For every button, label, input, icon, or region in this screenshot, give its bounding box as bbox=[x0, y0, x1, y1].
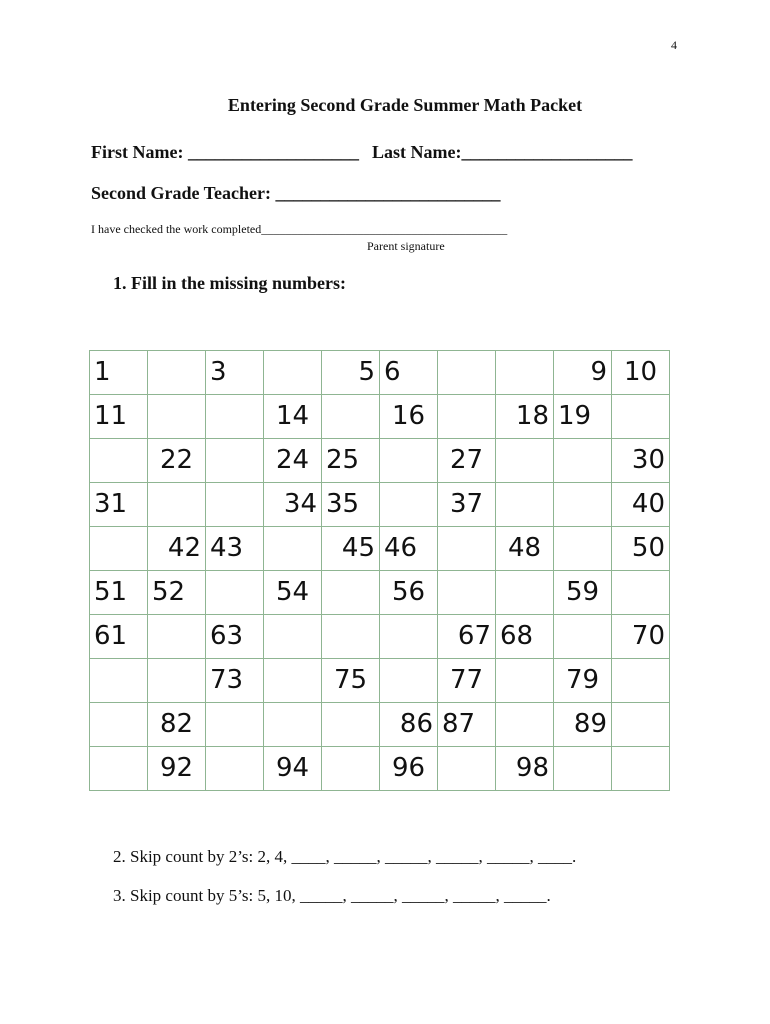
grid-cell-number: 98 bbox=[515, 753, 549, 783]
grid-cell-number: 6 bbox=[384, 357, 401, 387]
grid-cell-number: 68 bbox=[500, 621, 534, 651]
grid-cell bbox=[148, 527, 206, 571]
grid-cell bbox=[496, 747, 554, 791]
grid-row bbox=[90, 395, 670, 439]
grid-cell bbox=[264, 571, 322, 615]
grid-cell-blank[interactable] bbox=[380, 483, 438, 527]
grid-cell bbox=[148, 439, 206, 483]
grid-cell-blank[interactable] bbox=[90, 703, 148, 747]
grid-cell-number: 52 bbox=[152, 577, 186, 607]
grid-cell-number: 3 bbox=[210, 357, 227, 387]
grid-cell-blank[interactable] bbox=[264, 527, 322, 571]
grid-cell bbox=[90, 615, 148, 659]
grid-cell-blank[interactable] bbox=[438, 351, 496, 395]
grid-cell-number: 27 bbox=[449, 445, 484, 475]
grid-cell-number: 37 bbox=[449, 489, 484, 519]
grid-cell bbox=[148, 571, 206, 615]
question-3-text: Skip count by 5’s: 5, 10, _____, _____, _____, _____, _____. bbox=[130, 886, 551, 905]
grid-cell-number: 10 bbox=[623, 357, 658, 387]
question-2-number: 2. bbox=[113, 847, 126, 866]
grid-cell-number: 73 bbox=[210, 665, 244, 695]
grid-cell-blank[interactable] bbox=[264, 659, 322, 703]
grid-cell-blank[interactable] bbox=[380, 439, 438, 483]
grid-cell bbox=[264, 747, 322, 791]
grid-cell-blank[interactable] bbox=[90, 527, 148, 571]
first-name-blank: ___________________ bbox=[187, 142, 359, 162]
last-name-blank: ___________________ bbox=[461, 142, 633, 162]
grid-cell-number: 1 bbox=[94, 357, 111, 387]
grid-cell-blank[interactable] bbox=[496, 571, 554, 615]
grid-cell-blank[interactable] bbox=[206, 747, 264, 791]
grid-cell-blank[interactable] bbox=[554, 615, 612, 659]
grid-cell-number: 67 bbox=[457, 621, 491, 651]
page-title: Entering Second Grade Summer Math Packet bbox=[227, 95, 583, 115]
grid-cell bbox=[554, 571, 612, 615]
name-fields-line bbox=[91, 142, 632, 163]
grid-cell bbox=[322, 439, 380, 483]
grid-cell-blank[interactable] bbox=[264, 703, 322, 747]
grid-cell-number: 34 bbox=[283, 489, 317, 519]
grid-cell-blank[interactable] bbox=[90, 747, 148, 791]
question-3-number: 3. bbox=[113, 886, 126, 905]
parent-signature-label: Parent signature bbox=[367, 239, 445, 253]
grid-cell-number: 51 bbox=[94, 577, 128, 607]
grid-cell-number: 86 bbox=[399, 709, 433, 739]
grid-cell-blank[interactable] bbox=[148, 483, 206, 527]
grid-cell bbox=[612, 351, 670, 395]
grid-cell bbox=[90, 483, 148, 527]
grid-cell-blank[interactable] bbox=[90, 659, 148, 703]
grid-cell-blank[interactable] bbox=[438, 571, 496, 615]
grid-cell-blank[interactable] bbox=[554, 483, 612, 527]
grid-cell bbox=[496, 527, 554, 571]
grid-cell-blank[interactable] bbox=[554, 747, 612, 791]
grid-cell-blank[interactable] bbox=[206, 703, 264, 747]
grid-cell-number: 77 bbox=[449, 665, 484, 695]
grid-cell-number: 14 bbox=[275, 401, 310, 431]
grid-cell-number: 46 bbox=[384, 533, 418, 563]
grid-cell-number: 11 bbox=[94, 401, 128, 431]
grid-cell-number: 18 bbox=[515, 401, 549, 431]
grid-cell-blank[interactable] bbox=[264, 351, 322, 395]
grid-cell-number: 79 bbox=[565, 665, 600, 695]
hundreds-chart-grid bbox=[89, 350, 670, 791]
grid-cell-number: 25 bbox=[326, 445, 360, 475]
grid-cell-number: 92 bbox=[159, 753, 194, 783]
grid-cell bbox=[90, 351, 148, 395]
grid-cell-number: 94 bbox=[275, 753, 310, 783]
grid-cell bbox=[380, 527, 438, 571]
grid-cell-blank[interactable] bbox=[438, 747, 496, 791]
grid-cell-blank[interactable] bbox=[612, 747, 670, 791]
grid-cell-number: 56 bbox=[391, 577, 426, 607]
grid-cell-blank[interactable] bbox=[496, 351, 554, 395]
grid-cell-blank[interactable] bbox=[496, 439, 554, 483]
grid-cell bbox=[612, 483, 670, 527]
grid-cell-blank[interactable] bbox=[206, 483, 264, 527]
grid-cell bbox=[612, 615, 670, 659]
grid-cell-number: 42 bbox=[167, 533, 201, 563]
grid-cell-blank[interactable] bbox=[612, 659, 670, 703]
grid-cell-number: 9 bbox=[590, 357, 607, 387]
grid-cell-number: 96 bbox=[391, 753, 426, 783]
grid-cell-blank[interactable] bbox=[206, 395, 264, 439]
grid-cell-blank[interactable] bbox=[148, 615, 206, 659]
grid-cell bbox=[380, 351, 438, 395]
grid-cell-number: 75 bbox=[333, 665, 368, 695]
grid-cell bbox=[264, 483, 322, 527]
grid-row bbox=[90, 659, 670, 703]
grid-cell-blank[interactable] bbox=[148, 395, 206, 439]
grid-cell bbox=[380, 395, 438, 439]
grid-cell-number: 59 bbox=[565, 577, 600, 607]
grid-cell bbox=[322, 351, 380, 395]
grid-row bbox=[90, 571, 670, 615]
last-name-label: Last Name: bbox=[371, 142, 462, 162]
grid-cell-blank[interactable] bbox=[322, 703, 380, 747]
grid-cell-number: 87 bbox=[442, 709, 476, 739]
grid-cell bbox=[496, 395, 554, 439]
grid-cell bbox=[322, 483, 380, 527]
grid-row bbox=[90, 615, 670, 659]
grid-cell bbox=[554, 351, 612, 395]
question-2-text: Skip count by 2’s: 2, 4, ____, _____, _____, _____, _____, ____. bbox=[130, 847, 577, 866]
parent-check-line bbox=[91, 222, 507, 237]
first-name-label: First Name: bbox=[91, 142, 184, 162]
grid-cell bbox=[206, 527, 264, 571]
grid-row bbox=[90, 439, 670, 483]
grid-row bbox=[90, 351, 670, 395]
grid-cell-blank[interactable] bbox=[380, 615, 438, 659]
grid-cell-blank[interactable] bbox=[148, 351, 206, 395]
grid-cell bbox=[612, 527, 670, 571]
grid-cell bbox=[438, 615, 496, 659]
grid-cell bbox=[264, 439, 322, 483]
grid-cell-number: 31 bbox=[94, 489, 128, 519]
question-3 bbox=[113, 886, 551, 906]
grid-cell bbox=[438, 439, 496, 483]
grid-cell-blank[interactable] bbox=[264, 615, 322, 659]
grid-cell-blank[interactable] bbox=[90, 439, 148, 483]
grid-cell bbox=[554, 659, 612, 703]
grid-cell bbox=[206, 659, 264, 703]
grid-cell bbox=[380, 747, 438, 791]
grid-cell-blank[interactable] bbox=[496, 659, 554, 703]
question-2 bbox=[113, 847, 576, 867]
grid-cell-number: 50 bbox=[631, 533, 665, 563]
grid-cell-number: 48 bbox=[507, 533, 542, 563]
question-1-number: 1. bbox=[113, 273, 127, 293]
teacher-blank: _________________________ bbox=[275, 183, 501, 203]
page-number: 4 bbox=[671, 38, 677, 52]
parent-check-blank: _________________________________________ bbox=[261, 222, 508, 236]
grid-cell bbox=[206, 351, 264, 395]
grid-cell bbox=[90, 571, 148, 615]
grid-cell bbox=[380, 571, 438, 615]
question-1-text: Fill in the missing numbers: bbox=[131, 273, 347, 293]
grid-cell bbox=[438, 659, 496, 703]
grid-cell bbox=[322, 659, 380, 703]
grid-cell-blank[interactable] bbox=[554, 439, 612, 483]
grid-cell-blank[interactable] bbox=[612, 395, 670, 439]
grid-cell-number: 35 bbox=[326, 489, 360, 519]
grid-cell-blank[interactable] bbox=[206, 571, 264, 615]
grid-cell-number: 5 bbox=[358, 357, 375, 387]
grid-row bbox=[90, 747, 670, 791]
grid-cell-blank[interactable] bbox=[554, 527, 612, 571]
grid-cell-number: 89 bbox=[573, 709, 607, 739]
grid-cell-blank[interactable] bbox=[322, 395, 380, 439]
teacher-label: Second Grade Teacher: bbox=[91, 183, 271, 203]
grid-cell bbox=[554, 703, 612, 747]
grid-cell bbox=[438, 703, 496, 747]
grid-cell-number: 70 bbox=[631, 621, 665, 651]
grid-cell bbox=[148, 747, 206, 791]
grid-cell bbox=[554, 395, 612, 439]
grid-cell bbox=[206, 615, 264, 659]
grid-cell-number: 30 bbox=[631, 445, 665, 475]
grid-cell-number: 54 bbox=[275, 577, 310, 607]
grid-cell bbox=[322, 527, 380, 571]
grid-cell-blank[interactable] bbox=[322, 571, 380, 615]
grid-cell-number: 16 bbox=[391, 401, 426, 431]
grid-cell-blank[interactable] bbox=[496, 703, 554, 747]
grid-cell-blank[interactable] bbox=[612, 571, 670, 615]
grid-row bbox=[90, 703, 670, 747]
grid-cell-blank[interactable] bbox=[380, 659, 438, 703]
grid-cell bbox=[90, 395, 148, 439]
question-1 bbox=[113, 273, 346, 294]
grid-cell bbox=[264, 395, 322, 439]
grid-cell-number: 24 bbox=[275, 445, 310, 475]
grid-cell-blank[interactable] bbox=[206, 439, 264, 483]
grid-cell-number: 82 bbox=[159, 709, 194, 739]
grid-cell-number: 45 bbox=[341, 533, 375, 563]
grid-cell-blank[interactable] bbox=[438, 395, 496, 439]
grid-cell-number: 63 bbox=[210, 621, 244, 651]
grid-cell-number: 43 bbox=[210, 533, 244, 563]
parent-check-text: I have checked the work completed bbox=[91, 222, 262, 236]
grid-cell-blank[interactable] bbox=[322, 747, 380, 791]
grid-cell-blank[interactable] bbox=[496, 483, 554, 527]
grid-row bbox=[90, 527, 670, 571]
grid-cell-number: 22 bbox=[159, 445, 194, 475]
grid-row bbox=[90, 483, 670, 527]
grid-cell-number: 40 bbox=[631, 489, 665, 519]
grid-cell bbox=[612, 439, 670, 483]
grid-cell bbox=[496, 615, 554, 659]
grid-cell-blank[interactable] bbox=[612, 703, 670, 747]
grid-cell bbox=[380, 703, 438, 747]
grid-cell-number: 19 bbox=[558, 401, 592, 431]
grid-cell-blank[interactable] bbox=[148, 659, 206, 703]
teacher-field-line bbox=[91, 183, 501, 204]
grid-cell-blank[interactable] bbox=[322, 615, 380, 659]
grid-cell-number: 61 bbox=[94, 621, 128, 651]
grid-cell-blank[interactable] bbox=[438, 527, 496, 571]
grid-cell bbox=[148, 703, 206, 747]
grid-cell bbox=[438, 483, 496, 527]
